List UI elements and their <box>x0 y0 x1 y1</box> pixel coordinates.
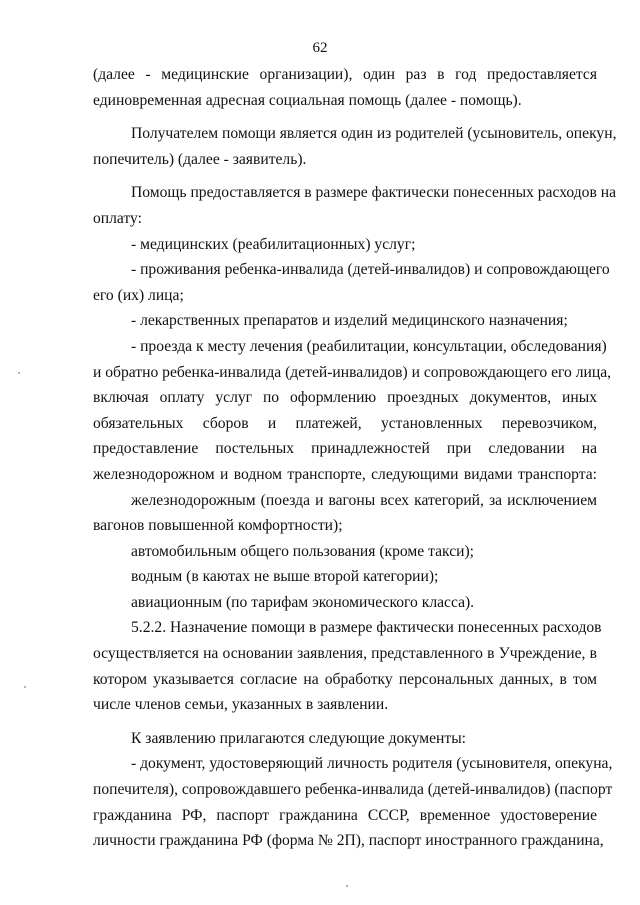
text-line: Помощь предоставляется в размере фактически понесенных расходов на <box>131 184 617 202</box>
text-line: (далее - медицинские организации), один раз в год предоставляется <box>93 66 597 83</box>
scan-speck <box>346 885 348 887</box>
text-line: железнодорожном и водном транспорте, следующими видами транспорта: <box>93 465 597 483</box>
text-line: включая оплату услуг по оформлению проездных документов, иных <box>93 389 597 407</box>
scan-speck <box>18 372 20 374</box>
text-line: гражданина РФ, паспорт гражданина СССР, временное удостоверение <box>93 806 597 824</box>
text-line: и обратно ребенка-инвалида (детей-инвалидов) и сопровождающего его лица, <box>93 363 612 381</box>
text-line: попечитель) (далее - заявитель). <box>93 150 307 168</box>
text-line: его (их) лица; <box>93 286 184 304</box>
text-line: - документ, удостоверяющий личность родителя (усыновителя, опекуна, <box>131 755 613 773</box>
document-body <box>93 62 617 854</box>
text-line: единовременная адресная социальная помощь (далее - помощь). <box>93 91 522 109</box>
text-line: 5.2.2. Назначение помощи в размере фактически понесенных расходов <box>131 619 602 637</box>
text-line: оплату: <box>93 209 142 227</box>
text-line: личности гражданина РФ (форма № 2П), паспорт иностранного гражданина, <box>93 832 604 850</box>
text-line: вагонов повышенной комфортности); <box>93 517 343 535</box>
text-line: котором указывается согласие на обработку персональных данных, в том <box>93 670 597 688</box>
text-line: К заявлению прилагаются следующие документы: <box>131 729 467 747</box>
scan-speck <box>24 686 26 688</box>
text-line: водным (в каютах не выше второй категории); <box>131 568 439 586</box>
text-line: - проживания ребенка-инвалида (детей-инвалидов) и сопровождающего <box>131 261 610 279</box>
page-number: 62 <box>312 40 328 56</box>
text-line: предоставление постельных принадлежностей при следовании на <box>93 440 597 458</box>
text-line: - медицинских (реабилитационных) услуг; <box>131 235 416 253</box>
text-line: авиационным (по тарифам экономического класса). <box>131 593 475 611</box>
text-line: - лекарственных препаратов и изделий медицинского назначения; <box>131 312 568 330</box>
text-line: попечителя), сопровождавшего ребенка-инвалида (детей-инвалидов) (паспорт <box>93 781 613 799</box>
text-line: числе членов семьи, указанных в заявлении. <box>93 696 389 714</box>
text-line: автомобильным общего пользования (кроме такси); <box>131 542 474 560</box>
text-line: - проезда к месту лечения (реабилитации, консультации, обследования) <box>131 337 607 355</box>
text-line: осуществляется на основании заявления, представленного в Учреждение, в <box>93 645 597 663</box>
text-line: Получателем помощи является один из родителей (усыновитель, опекун, <box>131 125 617 143</box>
text-line: обязательных сборов и платежей, установленных перевозчиком, <box>93 414 597 432</box>
text-line: железнодорожным (поезда и вагоны всех категорий, за исключением <box>131 491 597 509</box>
